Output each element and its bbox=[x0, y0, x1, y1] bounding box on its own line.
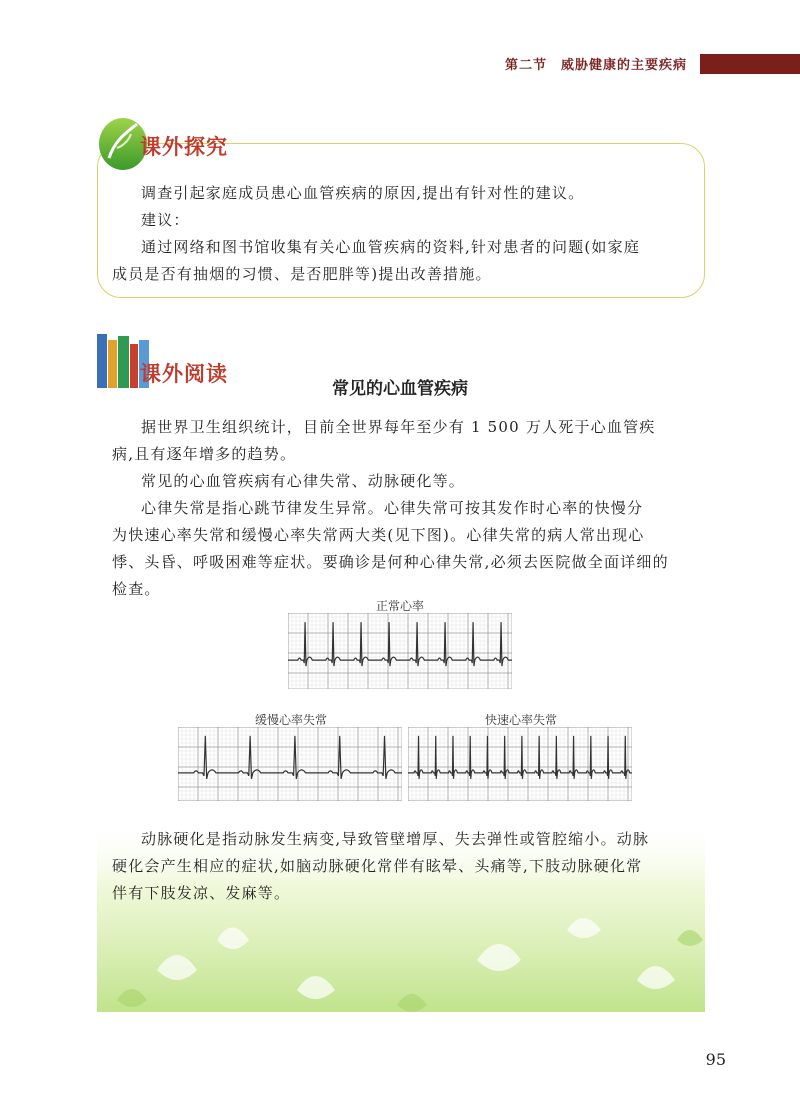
ecg-normal-label: 正常心率 bbox=[375, 599, 424, 613]
reading-p1-line2: 病,且有逐年增多的趋势。 bbox=[112, 445, 297, 463]
ecg-slow-chart bbox=[178, 727, 402, 801]
explore-badge-title: 课外探究 bbox=[140, 135, 228, 159]
reading-p1-line1: 据世界卫生组织统计，目前全世界每年至少有 1 500 万人死于心血管疾 bbox=[141, 418, 656, 436]
reading-p4-line1: 动脉硬化是指动脉发生病变,导致管壁增厚、失去弹性或管腔缩小。动脉 bbox=[141, 830, 650, 848]
reading-p3-line3: 悸、头昏、呼吸困难等症状。要确诊是何种心律失常,必须去医院做全面详细的 bbox=[112, 553, 669, 571]
section-header: 第二节 威胁健康的主要疾病 bbox=[505, 58, 688, 73]
ecg-slow-label: 缓慢心率失常 bbox=[254, 713, 327, 727]
explore-line-3: 成员是否有抽烟的习惯、是否肥胖等)提出改善措施。 bbox=[112, 265, 492, 283]
reading-p3-line1: 心律失常是指心跳节律发生异常。心律失常可按其发作时心率的快慢分 bbox=[141, 499, 644, 517]
ecg-normal-chart bbox=[288, 613, 512, 689]
reading-p4-line2: 硬化会产生相应的症状,如脑动脉硬化常伴有眩晕、头痛等,下肢动脉硬化常 bbox=[112, 857, 643, 875]
explore-suggest-label: 建议： bbox=[141, 211, 190, 229]
page-number: 95 bbox=[705, 1050, 726, 1069]
reading-title: 常见的心血管疾病 bbox=[332, 379, 468, 399]
header-stripe bbox=[700, 54, 800, 74]
reading-p4-line3: 伴有下肢发凉、发麻等。 bbox=[112, 884, 291, 902]
reading-p2: 常见的心血管疾病有心律失常、动脉硬化等。 bbox=[141, 472, 466, 490]
reading-p3-line4: 检查。 bbox=[112, 580, 161, 598]
ecg-fast-label: 快速心率失常 bbox=[484, 713, 557, 727]
reading-badge-title: 课外阅读 bbox=[140, 362, 228, 386]
ecg-fast-chart bbox=[408, 727, 632, 801]
explore-line-2: 通过网络和图书馆收集有关心血管疾病的资料,针对患者的问题(如家庭 bbox=[141, 238, 641, 256]
explore-line-1: 调查引起家庭成员患心血管疾病的原因,提出有针对性的建议。 bbox=[141, 184, 585, 202]
reading-p3-line2: 为快速心率失常和缓慢心率失常两大类(见下图)。心律失常的病人常出现心 bbox=[112, 526, 645, 544]
